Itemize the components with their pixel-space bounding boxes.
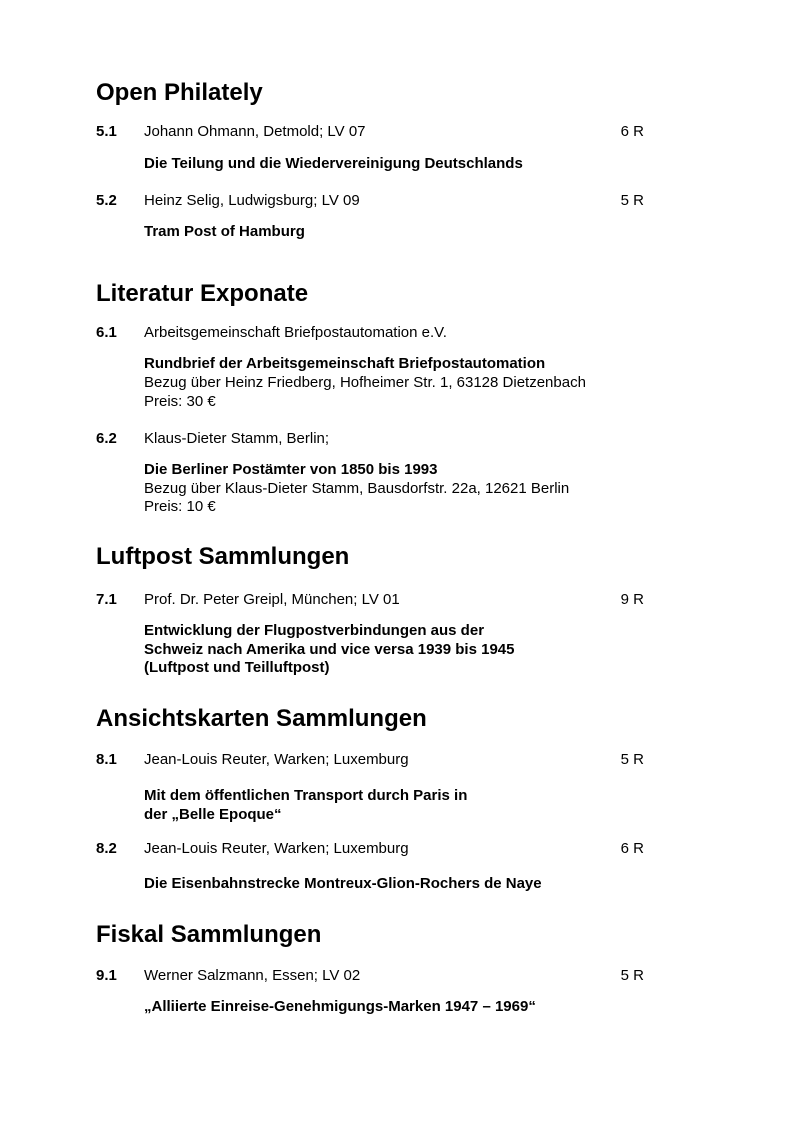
section-heading: Ansichtskarten Sammlungen [96,705,427,732]
entry-detail: Bezug über Klaus-Dieter Stamm, Bausdorfstr. 22a, 12621 Berlin [144,480,570,497]
entry-title: Rundbrief der Arbeitsgemeinschaft Briefpostautomation [144,355,546,372]
section-heading: Luftpost Sammlungen [96,543,350,570]
entry-exhibitor: Werner Salzmann, Essen; LV 02 [144,967,361,984]
entry-rating: 6 R [620,123,644,140]
entry-exhibitor: Jean-Louis Reuter, Warken; Luxemburg [144,751,409,768]
entry-title: Die Teilung und die Wiedervereinigung Deutschlands [144,155,523,172]
entry-title: Die Berliner Postämter von 1850 bis 1993 [144,461,438,478]
entry-exhibitor: Johann Ohmann, Detmold; LV 07 [144,123,366,140]
entry-title: „Alliierte Einreise-Genehmigungs-Marken 1947 – 1969“ [144,998,536,1015]
entry-exhibitor: Arbeitsgemeinschaft Briefpostautomation e.V. [144,324,447,341]
entry-number: 6.1 [96,324,117,341]
entry-rating: 6 R [620,840,644,857]
entry-detail: Bezug über Heinz Friedberg, Hofheimer Str. 1, 63128 Dietzenbach [144,374,586,391]
entry-title: Mit dem öffentlichen Transport durch Paris in [144,787,468,804]
entry-rating: 5 R [620,192,644,209]
entry-number: 8.1 [96,751,117,768]
entry-title: Entwicklung der Flugpostverbindungen aus der [144,622,485,639]
entry-price: Preis: 10 € [144,498,216,515]
entry-exhibitor: Heinz Selig, Ludwigsburg; LV 09 [144,192,360,209]
entry-number: 9.1 [96,967,117,984]
entry-title: der „Belle Epoque“ [144,806,282,823]
entry-number: 6.2 [96,430,117,447]
section-heading: Open Philately [96,79,263,106]
entry-exhibitor: Prof. Dr. Peter Greipl, München; LV 01 [144,591,400,608]
entry-number: 5.2 [96,192,117,209]
entry-title: (Luftpost und Teilluftpost) [144,659,330,676]
entry-rating: 9 R [620,591,644,608]
entry-rating: 5 R [620,751,644,768]
entry-number: 5.1 [96,123,117,140]
entry-number: 8.2 [96,840,117,857]
section-heading: Fiskal Sammlungen [96,921,322,948]
entry-title: Schweiz nach Amerika und vice versa 1939 bis 1945 [144,641,515,658]
entry-exhibitor: Jean-Louis Reuter, Warken; Luxemburg [144,840,409,857]
entry-number: 7.1 [96,591,117,608]
entry-title: Tram Post of Hamburg [144,223,305,240]
section-heading: Literatur Exponate [96,280,309,307]
entry-title: Die Eisenbahnstrecke Montreux-Glion-Rochers de Naye [144,875,542,892]
entry-rating: 5 R [620,967,644,984]
entry-price: Preis: 30 € [144,393,216,410]
entry-exhibitor: Klaus-Dieter Stamm, Berlin; [144,430,330,447]
